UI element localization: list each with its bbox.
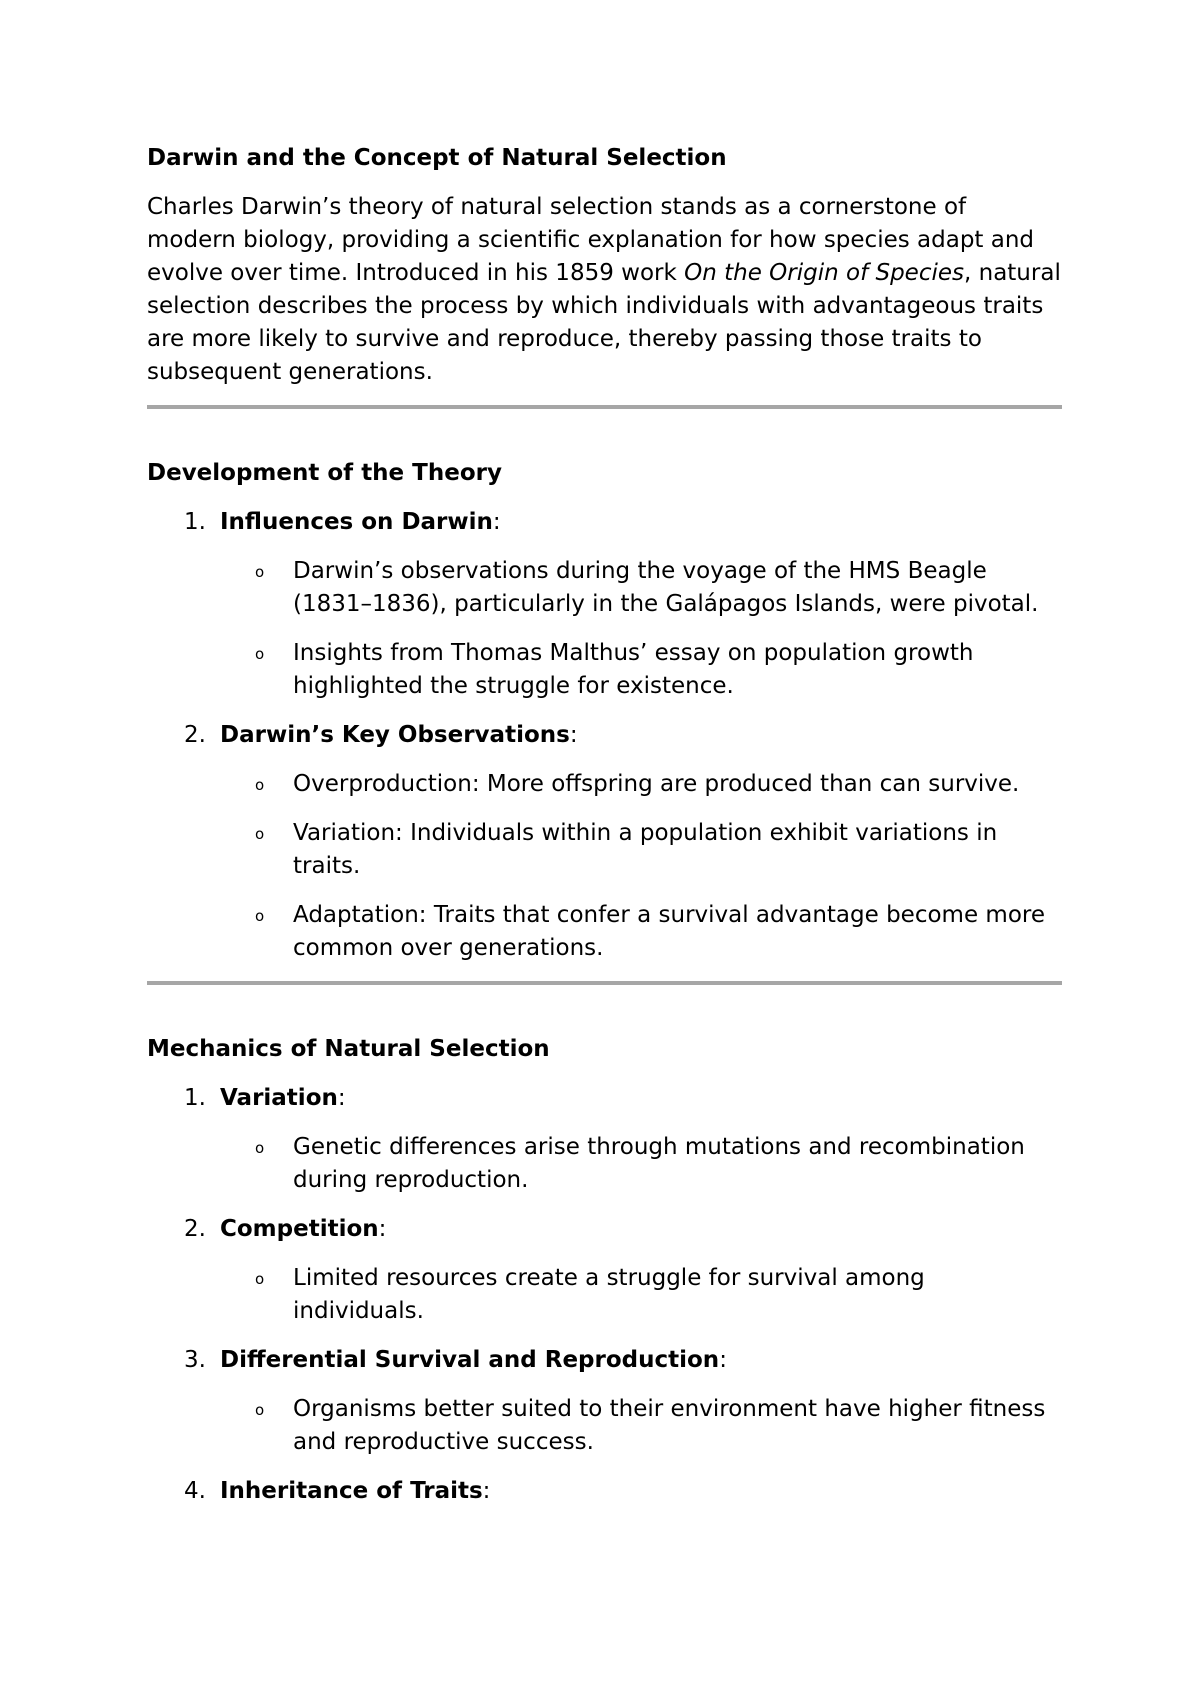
hollow-bullet-icon: o	[255, 907, 265, 925]
sub-list-item	[220, 555, 1062, 621]
item-number: 2.	[184, 722, 206, 748]
item-number: 4.	[184, 1478, 206, 1504]
sub-list	[220, 1131, 1062, 1197]
section-heading-development: Development of the Theory	[147, 460, 502, 486]
intro-paragraph	[147, 191, 1062, 389]
sub-list	[220, 1262, 1062, 1328]
intro-text-start: Charles Darwin’s theory of natural selection stands as a cornerstone of modern biology, providing a scientific explanation for how species adapt and evolve over time. Introduced in his 1859 work	[147, 194, 1035, 286]
hollow-bullet-icon: o	[255, 776, 265, 794]
item-colon: :	[719, 1347, 727, 1373]
list-item	[147, 1082, 1062, 1197]
sub-item-text: Organisms better suited to their environment have higher fitness and reproductive success.	[293, 1396, 1046, 1455]
hollow-bullet-icon: o	[255, 1139, 265, 1157]
hollow-bullet-icon: o	[255, 1270, 265, 1288]
sub-item-text: Darwin’s observations during the voyage of the HMS Beagle (1831–1836), particularly in the Galápagos Islands, were pivotal.	[293, 558, 1039, 617]
list-item	[147, 1475, 1062, 1508]
document-page	[147, 142, 1062, 1524]
item-number: 2.	[184, 1216, 206, 1242]
item-title: Differential Survival and Reproduction	[220, 1347, 720, 1373]
sub-item-text: Overproduction: More offspring are produced than can survive.	[293, 771, 1020, 797]
list-item	[147, 719, 1062, 965]
document-title: Darwin and the Concept of Natural Selection	[147, 145, 727, 171]
item-title: Influences on Darwin	[220, 509, 493, 535]
section-spacer	[147, 985, 1062, 1033]
sub-list	[220, 1393, 1062, 1459]
intro-text-end: , natural selection describes the process by which individuals with advantageous traits are more likely to survive and reproduce, thereby passing those traits to subsequent generations.	[147, 260, 1061, 385]
item-number: 1.	[184, 509, 206, 535]
sub-list-item	[220, 1393, 1062, 1459]
sub-list	[220, 555, 1062, 703]
sub-list-item	[220, 637, 1062, 703]
sub-item-text: Limited resources create a struggle for survival among individuals.	[293, 1265, 925, 1324]
item-title: Competition	[220, 1216, 379, 1242]
item-title: Variation	[220, 1085, 338, 1111]
sub-list-item	[220, 1131, 1062, 1197]
development-list	[147, 506, 1062, 965]
sub-item-text: Genetic differences arise through mutations and recombination during reproduction.	[293, 1134, 1025, 1193]
section-heading-mechanics: Mechanics of Natural Selection	[147, 1036, 550, 1062]
item-colon: :	[378, 1216, 387, 1242]
item-colon: :	[482, 1478, 491, 1504]
sub-item-text: Variation: Individuals within a population exhibit variations in traits.	[293, 820, 998, 879]
sub-item-text: Adaptation: Traits that confer a survival advantage become more common over generations.	[293, 902, 1045, 961]
hollow-bullet-icon: o	[255, 1401, 265, 1419]
list-item	[147, 1213, 1062, 1328]
item-number: 1.	[184, 1085, 206, 1111]
sub-list	[220, 768, 1062, 965]
sub-list-item	[220, 1262, 1062, 1328]
list-item	[147, 1344, 1062, 1459]
hollow-bullet-icon: o	[255, 563, 265, 581]
hollow-bullet-icon: o	[255, 825, 265, 843]
item-colon: :	[337, 1085, 346, 1111]
sub-list-item	[220, 817, 1062, 883]
sub-item-text: Insights from Thomas Malthus’ essay on population growth highlighted the struggle for existence.	[293, 640, 974, 699]
sub-list-item	[220, 768, 1062, 801]
mechanics-list	[147, 1082, 1062, 1508]
item-colon: :	[569, 722, 578, 748]
book-title: On the Origin of Species	[684, 260, 964, 286]
item-number: 3.	[184, 1347, 206, 1373]
section-spacer	[147, 409, 1062, 457]
item-colon: :	[492, 509, 501, 535]
list-item	[147, 506, 1062, 703]
sub-list-item	[220, 899, 1062, 965]
hollow-bullet-icon: o	[255, 645, 265, 663]
item-title: Darwin’s Key Observations	[220, 722, 570, 748]
item-title: Inheritance of Traits	[220, 1478, 483, 1504]
